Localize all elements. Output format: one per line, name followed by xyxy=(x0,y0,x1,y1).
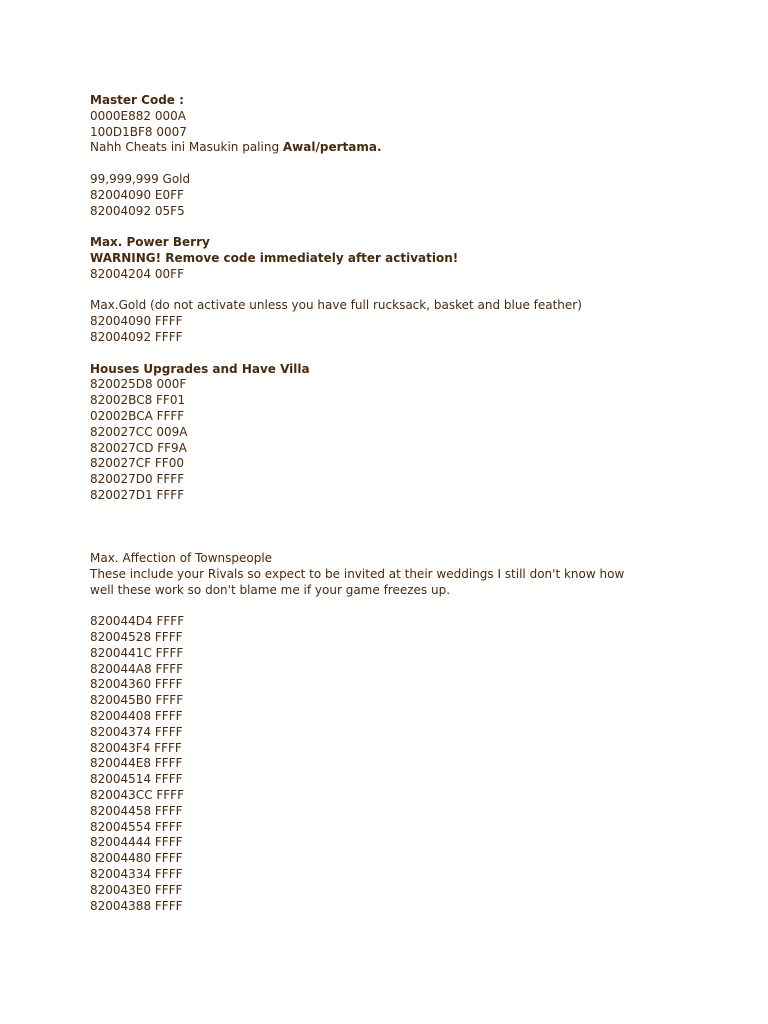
affection-code-19: 82004388 FFFF xyxy=(90,898,183,913)
affection-code-4: 820044A8 FFFF xyxy=(90,661,184,676)
gold-code-1: 82004090 E0FF xyxy=(90,187,184,202)
affection-code-16: 82004480 FFFF xyxy=(90,851,183,866)
houses-heading: Houses Upgrades and Have Villa xyxy=(90,361,310,376)
affection-code-13: 82004458 FFFF xyxy=(90,803,183,818)
affection-code-18: 820043E0 FFFF xyxy=(90,882,183,897)
affection-desc-line-1: These include your Rivals so expect to be invited at their weddings I still don't know how xyxy=(90,566,625,581)
power-berry-heading: Max. Power Berry xyxy=(90,235,210,250)
houses-code-7: 820027D0 FFFF xyxy=(90,472,185,487)
houses-code-5: 820027CD FF9A xyxy=(90,440,187,455)
max-gold-title: Max.Gold (do not activate unless you have full rucksack, basket and blue feather) xyxy=(90,298,582,313)
affection-code-3: 8200441C FFFF xyxy=(90,645,184,660)
affection-code-1: 820044D4 FFFF xyxy=(90,614,185,629)
affection-code-11: 82004514 FFFF xyxy=(90,772,183,787)
affection-code-5: 82004360 FFFF xyxy=(90,677,183,692)
affection-code-15: 82004444 FFFF xyxy=(90,835,183,850)
master-note-emphasis: Awal/pertama. xyxy=(282,140,382,155)
power-berry-code-1: 82004204 00FF xyxy=(90,266,184,281)
gold-title: 99,999,999 Gold xyxy=(90,171,191,186)
affection-code-6: 820045B0 FFFF xyxy=(90,693,184,708)
houses-code-6: 820027CF FF00 xyxy=(90,456,184,471)
affection-code-12: 820043CC FFFF xyxy=(90,788,184,803)
affection-code-7: 82004408 FFFF xyxy=(90,709,183,724)
houses-code-3: 02002BCA FFFF xyxy=(90,408,185,423)
gold-code-2: 82004092 05F5 xyxy=(90,203,185,218)
houses-code-4: 820027CC 009A xyxy=(90,424,188,439)
affection-code-2: 82004528 FFFF xyxy=(90,630,183,645)
houses-code-1: 820025D8 000F xyxy=(90,377,187,392)
max-gold-code-1: 82004090 FFFF xyxy=(90,314,183,329)
houses-code-8: 820027D1 FFFF xyxy=(90,487,185,502)
power-berry-warning: WARNING! Remove code immediately after activation! xyxy=(90,250,459,265)
affection-code-10: 820044E8 FFFF xyxy=(90,756,183,771)
affection-code-17: 82004334 FFFF xyxy=(90,867,183,882)
master-code-note xyxy=(90,140,750,156)
affection-title: Max. Affection of Townspeople xyxy=(90,551,273,566)
master-code-1: 0000E882 000A xyxy=(90,108,186,123)
document-body xyxy=(90,93,750,914)
affection-code-14: 82004554 FFFF xyxy=(90,819,183,834)
max-gold-code-2: 82004092 FFFF xyxy=(90,329,183,344)
affection-code-8: 82004374 FFFF xyxy=(90,724,183,739)
affection-code-9: 820043F4 FFFF xyxy=(90,740,182,755)
houses-code-2: 82002BC8 FF01 xyxy=(90,393,186,408)
master-code-2: 100D1BF8 0007 xyxy=(90,124,187,139)
master-code-heading: Master Code : xyxy=(90,93,184,107)
master-note-text: Nahh Cheats ini Masukin paling xyxy=(90,140,283,155)
affection-desc-line-2: well these work so don't blame me if your game freezes up. xyxy=(90,582,451,597)
